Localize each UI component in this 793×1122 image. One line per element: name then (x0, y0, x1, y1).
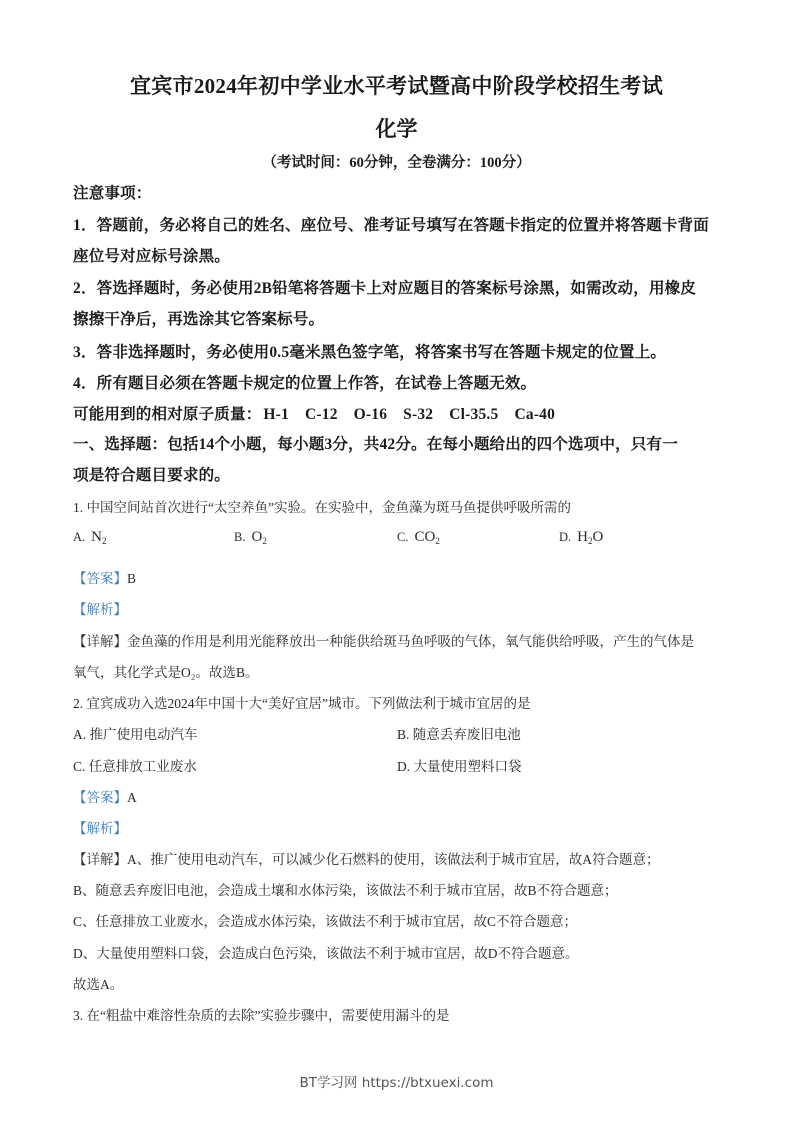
exam-info: （考试时间：60分钟，全卷满分：100分） (262, 155, 531, 171)
atomic-mass: S-32 (403, 406, 434, 423)
formula-base: CO (414, 529, 436, 545)
detail-line (73, 848, 660, 868)
option-c: C. 任意排放工业废水 (73, 759, 197, 774)
option-letter: D. (559, 530, 572, 544)
analysis-tag: 【解析】 (73, 602, 127, 617)
detail-line: C、任意排放工业废水，会造成水体污染，该做法不利于城市宜居，故C不符合题意； (73, 914, 578, 929)
answer-line (73, 786, 137, 806)
atomic-mass: Cl-35.5 (449, 406, 499, 423)
option-c (397, 529, 440, 546)
notice-item: 1．答题前，务必将自己的姓名、座位号、准考证号填写在答题卡指定的位置并将答题卡背面 (73, 217, 709, 234)
detail-text: A、推广使用电动汽车，可以减少化石燃料的使用，该做法利于城市宜居，故A符合题意； (127, 852, 660, 867)
formula-sub: 2 (435, 536, 440, 546)
atomic-mass: Ca-40 (514, 406, 556, 423)
question-stem: 3. 在“粗盐中难溶性杂质的去除”实验步骤中，需要使用漏斗的是 (73, 1008, 450, 1023)
atomic-mass-label: 可能用到的相对原子质量： (73, 406, 262, 423)
formula (251, 529, 266, 545)
atomic-mass: O-16 (353, 406, 388, 423)
option-a: A. 推广使用电动汽车 (73, 727, 198, 742)
exam-title: 宜宾市2024年初中学业水平考试暨高中阶段学校招生考试 (129, 74, 664, 98)
detail-line: 氧气，其化学式是O₂。故选B。 (73, 665, 259, 680)
option-letter: C. (397, 530, 409, 544)
detail-line: 故选A。 (73, 977, 124, 992)
formula-sub: 2 (102, 536, 107, 546)
formula-tail: O (592, 529, 604, 545)
notice-item: 4．所有题目必须在答题卡规定的位置上作答，在试卷上答题无效。 (73, 375, 537, 392)
detail-tag: 【详解】 (73, 634, 127, 649)
question-stem: 2. 宜宾成功入选2024年中国十大“美好宜居”城市。下列做法利于城市宜居的是 (73, 696, 531, 711)
option-a (73, 529, 107, 546)
formula-base: N (91, 529, 102, 545)
notice-heading: 注意事项： (73, 185, 152, 202)
answer-tag: 【答案】 (73, 571, 127, 586)
question-stem: 1. 中国空间站首次进行“太空养鱼”实验。在实验中，金鱼藻为斑马鱼提供呼吸所需的 (73, 500, 571, 515)
formula-sub: 2 (262, 536, 267, 546)
notice-item: 擦擦干净后，再选涂其它答案标号。 (73, 311, 325, 328)
formula (91, 529, 106, 545)
section-heading: 一、选择题：包括14个小题，每小题3分，共42分。在每小题给出的四个选项中，只有一 (73, 436, 678, 453)
formula-base: O (251, 529, 263, 545)
option-b: B. 随意丢弃废旧电池 (397, 727, 521, 742)
detail-text: 金鱼藻的作用是利用光能释放出一种能供给斑马鱼呼吸的气体，氧气能供给呼吸，产生的气体是 (127, 634, 694, 649)
atomic-mass: C-12 (304, 406, 338, 423)
analysis-tag: 【解析】 (73, 821, 127, 836)
formula-base: H (577, 529, 588, 545)
detail-line: B、随意丢弃废旧电池，会造成土壤和水体污染，该做法不利于城市宜居，故B不符合题意； (73, 883, 618, 898)
option-b (234, 529, 267, 546)
notice-item: 3．答非选择题时，务必使用0.5毫米黑色签字笔，将答案书写在答题卡规定的位置上。 (73, 344, 667, 361)
option-letter: B. (234, 530, 246, 544)
subject-title: 化学 (375, 117, 418, 141)
answer-line (73, 567, 136, 587)
notice-item: 2．答选择题时，务必使用2B铅笔将答题卡上对应题目的答案标号涂黑，如需改动，用橡皮 (73, 280, 697, 297)
atomic-mass-line (73, 402, 571, 424)
answer-value: B (127, 571, 137, 586)
detail-line (73, 630, 694, 650)
detail-tag: 【详解】 (73, 852, 127, 867)
option-d (559, 529, 603, 546)
atomic-mass: H-1 (263, 406, 289, 423)
option-d: D. 大量使用塑料口袋 (397, 759, 522, 774)
section-heading-cont: 项是符合题目要求的。 (73, 467, 231, 484)
answer-value: A (127, 790, 137, 805)
detail-line: D、大量使用塑料口袋，会造成白色污染，该做法不利于城市宜居，故D不符合题意。 (73, 946, 579, 961)
option-letter: A. (73, 530, 86, 544)
watermark-footer: BT学习网 https://btxuexi.com (299, 1075, 494, 1091)
notice-item: 座位号对应标号涂黑。 (73, 248, 231, 265)
answer-tag: 【答案】 (73, 790, 127, 805)
formula (577, 529, 603, 545)
formula (414, 529, 439, 545)
formula-sub: 2 (588, 536, 593, 546)
